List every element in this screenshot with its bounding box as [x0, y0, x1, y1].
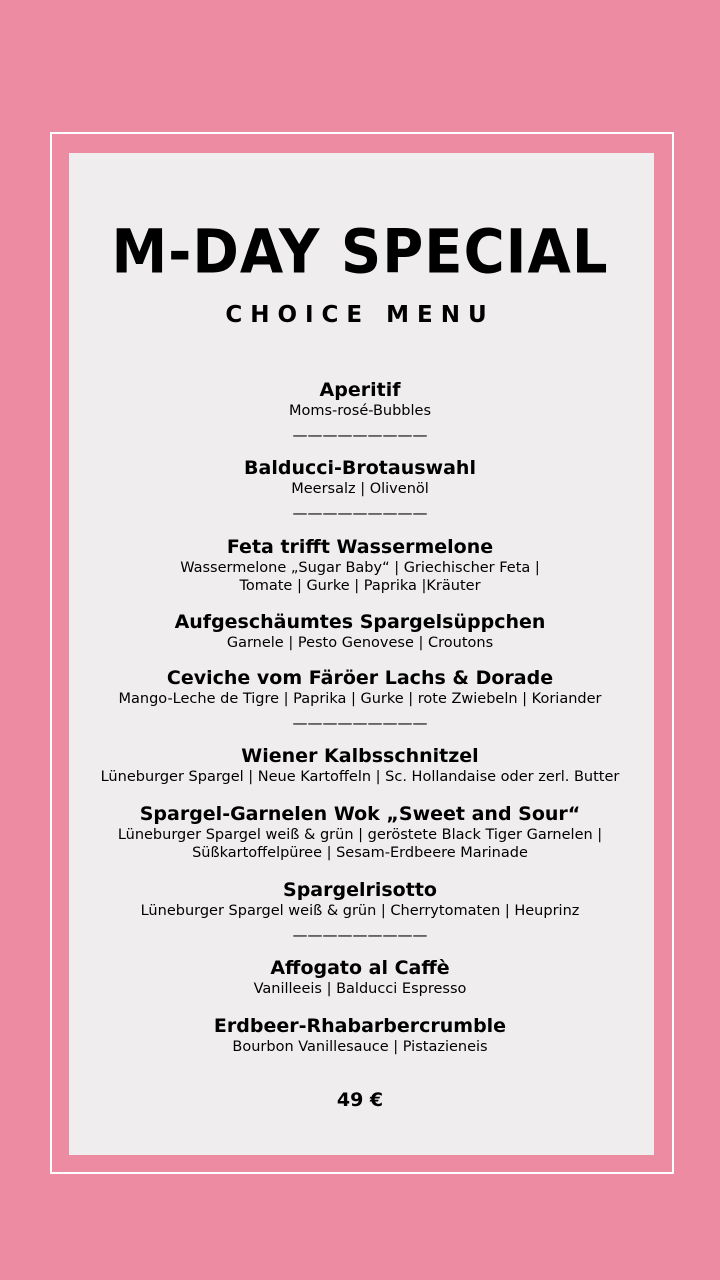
menu-item-desc: Meersalz | Olivenöl [291, 481, 429, 497]
menu-item-name: Balducci-Brotauswahl [244, 457, 476, 479]
menu-item-name: Aperitif [319, 379, 401, 401]
separator: ————————— [292, 926, 428, 944]
menu-item-feta [60, 535, 660, 595]
menu-item-desc: Tomate | Gurke | Paprika |Kräuter [239, 578, 481, 594]
menu-item-desc: Garnele | Pesto Genovese | Croutons [226, 635, 494, 651]
menu-item-desc: Bourbon Vanillesauce | Pistazieneis [232, 1039, 488, 1055]
menu-item-desc: Süßkartoffelpüree | Sesam-Erdbeere Marinade [192, 845, 528, 861]
menu-item-wok [30, 802, 690, 862]
menu-item-name: Affogato al Caffè [270, 957, 450, 979]
menu-item-ceviche [30, 666, 690, 708]
menu-item-affogato [60, 956, 660, 998]
menu-item-desc: Mango-Leche de Tigre | Paprika | Gurke | rote Zwiebeln | Koriander [118, 691, 602, 707]
menu-item-desc: Vanilleeis | Balducci Espresso [253, 981, 467, 997]
menu-item-desc: Moms-rosé-Bubbles [288, 403, 432, 419]
menu-item-aperitif [60, 378, 660, 420]
menu-item-spargelrisotto [30, 878, 690, 920]
menu-title: M-DAY SPECIAL [111, 217, 609, 288]
menu-item-name: Spargel-Garnelen Wok „Sweet and Sour“ [139, 803, 581, 825]
menu-item-name: Ceviche vom Färöer Lachs & Dorade [166, 667, 554, 689]
menu-item-desc: Wassermelone „Sugar Baby“ | Griechischer Feta | [180, 560, 540, 576]
menu-item-kalbsschnitzel [20, 744, 700, 786]
menu-item-desc: Lüneburger Spargel weiß & grün | geröstete Black Tiger Garnelen | [117, 827, 603, 843]
menu-item-brotauswahl [60, 456, 660, 498]
menu-item-name: Feta trifft Wassermelone [226, 536, 494, 558]
menu-item-name: Spargelrisotto [283, 879, 437, 901]
menu-item-name: Wiener Kalbsschnitzel [241, 745, 479, 767]
separator: ————————— [292, 426, 428, 444]
menu-item-desc: Lüneburger Spargel | Neue Kartoffeln | Sc. Hollandaise oder zerl. Butter [100, 769, 620, 785]
separator: ————————— [292, 714, 428, 732]
menu-item-crumble [60, 1014, 660, 1056]
menu-subtitle: CHOICE MENU [225, 302, 495, 328]
menu-item-name: Aufgeschäumtes Spargelsüppchen [174, 611, 546, 633]
separator: ————————— [292, 504, 428, 522]
menu-price: 49 € [336, 1089, 384, 1111]
menu-item-desc: Lüneburger Spargel weiß & grün | Cherrytomaten | Heuprinz [140, 903, 580, 919]
menu-item-name: Erdbeer-Rhabarbercrumble [213, 1015, 507, 1037]
menu-item-spargelsueppchen [60, 610, 660, 652]
